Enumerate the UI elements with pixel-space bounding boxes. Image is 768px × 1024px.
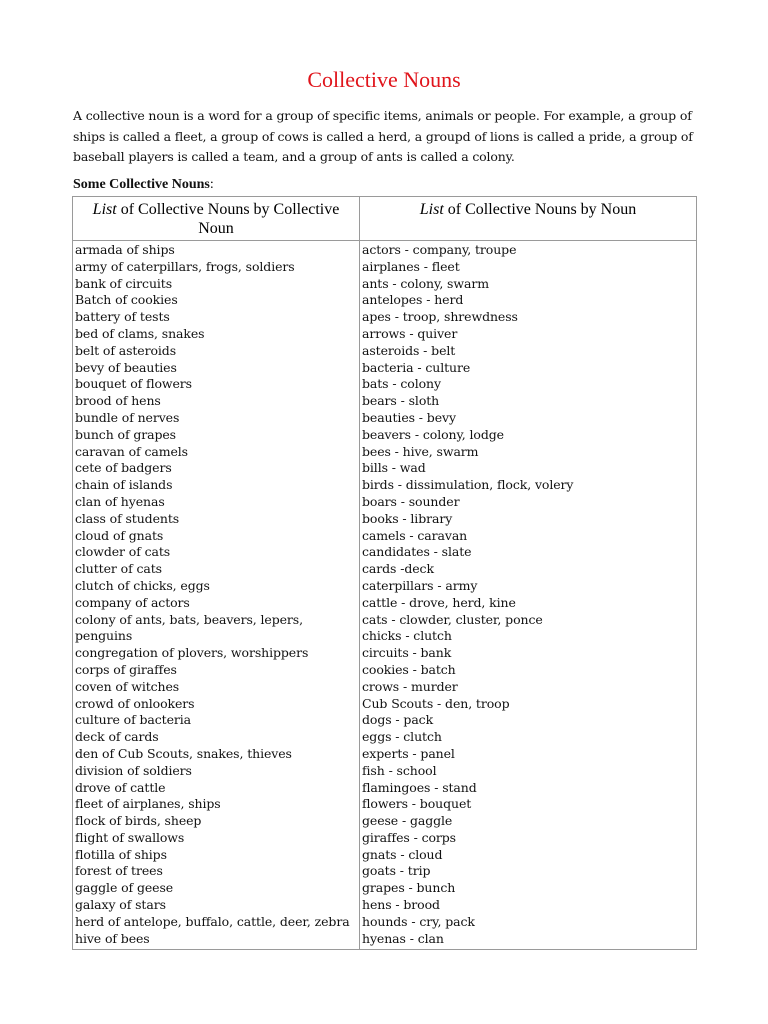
intro-paragraph: A collective noun is a word for a group of specific items, animals or people. For example, a group of ships is called a fleet, a group of cows is called a herd, a groupd of lions is called a pride, a group of baseball players is called a team, and a group of ants is called a colony. [73, 108, 693, 164]
noun-entry: ants - colony, swarm [362, 275, 489, 291]
noun-entry: camels - caravan [362, 527, 468, 543]
collective-nouns-table [72, 196, 697, 950]
collective-noun-entry: drove of cattle [75, 779, 166, 795]
collective-noun-entry: bevy of beauties [75, 359, 177, 375]
column-by-noun [360, 241, 697, 950]
header-italic: List [419, 201, 444, 218]
collective-noun-entry: clutter of cats [75, 561, 162, 577]
noun-entry: cattle - drove, herd, kine [362, 594, 516, 610]
collective-noun-entry: caravan of camels [75, 443, 188, 459]
header-by-noun [360, 197, 697, 241]
collective-noun-entry: bouquet of flowers [75, 376, 192, 392]
collective-noun-entry: army of caterpillars, frogs, soldiers [75, 258, 295, 274]
noun-entry: birds - dissimulation, flock, volery [362, 477, 574, 493]
noun-entry: dogs - pack [362, 712, 434, 728]
table-caption-colon: : [209, 177, 214, 192]
header-by-collective-noun [73, 197, 360, 241]
collective-noun-entry: gaggle of geese [75, 880, 174, 896]
noun-entry: goats - trip [362, 863, 431, 879]
collective-noun-entry: Batch of cookies [75, 292, 178, 308]
collective-noun-entry: flock of birds, sheep [75, 813, 202, 829]
table-caption-label: Some Collective Nouns [73, 177, 210, 192]
noun-entry: books - library [362, 510, 453, 526]
noun-entry: giraffes - corps [362, 829, 456, 845]
noun-entry: bears - sloth [362, 393, 440, 409]
noun-entry: airplanes - fleet [362, 258, 460, 274]
noun-entry: antelopes - herd [362, 292, 464, 308]
noun-entry: fish - school [362, 762, 437, 778]
collective-noun-entry: hive of bees [75, 930, 150, 946]
noun-entry: grapes - bunch [362, 880, 456, 896]
noun-entry: asteroids - belt [362, 342, 456, 358]
table-body-row [73, 241, 697, 950]
collective-noun-entry: flotilla of ships [75, 846, 167, 862]
header-italic: List [92, 201, 117, 218]
collective-noun-entry: crowd of onlookers [75, 695, 195, 711]
noun-entry: chicks - clutch [362, 628, 452, 644]
noun-entry: hounds - cry, pack [362, 913, 475, 929]
collective-noun-entry: culture of bacteria [75, 712, 191, 728]
table-header-row [73, 197, 697, 241]
collective-noun-entry: den of Cub Scouts, snakes, thieves [75, 745, 292, 761]
noun-entry: cards -deck [362, 561, 434, 577]
collective-noun-entry: bank of circuits [75, 275, 173, 291]
noun-entry: beauties - bevy [362, 409, 456, 425]
collective-noun-entry: fleet of airplanes, ships [75, 796, 221, 812]
collective-noun-entry: congregation of plovers, worshippers [75, 645, 309, 661]
collective-noun-entry: belt of asteroids [75, 342, 177, 358]
noun-entry: gnats - cloud [362, 846, 443, 862]
noun-entry: cats - clowder, cluster, ponce [362, 611, 543, 627]
noun-entry: bees - hive, swarm [362, 443, 479, 459]
noun-entry: bacteria - culture [362, 359, 471, 375]
table-caption [73, 175, 214, 195]
collective-noun-entry: cete of badgers [75, 460, 172, 476]
collective-noun-entry: chain of islands [75, 477, 173, 493]
collective-noun-entry: bundle of nerves [75, 409, 180, 425]
page-title: Collective Nouns [307, 67, 461, 92]
collective-noun-entry: company of actors [75, 594, 190, 610]
noun-entry: experts - panel [362, 745, 455, 761]
noun-entry: Cub Scouts - den, troop [362, 695, 510, 711]
noun-entry: circuits - bank [362, 645, 452, 661]
noun-entry: actors - company, troupe [362, 242, 517, 257]
collective-noun-entry: armada of ships [75, 242, 175, 257]
collective-noun-entry: colony of ants, bats, beavers, lepers, penguins [75, 611, 303, 644]
noun-entry: eggs - clutch [362, 729, 442, 745]
collective-noun-entry: division of soldiers [75, 762, 192, 778]
noun-entry: candidates - slate [362, 544, 472, 560]
collective-noun-entry: clowder of cats [75, 544, 171, 560]
collective-noun-entry: cloud of gnats [75, 527, 164, 543]
noun-entry: caterpillars - army [362, 577, 478, 593]
noun-entry: boars - sounder [362, 493, 460, 509]
collective-noun-entry: herd of antelope, buffalo, cattle, deer, zebra [75, 913, 350, 929]
collective-noun-entry: flight of swallows [75, 829, 185, 845]
collective-noun-entry: deck of cards [75, 729, 159, 745]
header-rest: of Collective Nouns by Collective Noun [116, 201, 340, 237]
column-by-collective-noun [73, 241, 360, 950]
collective-noun-entry: clutch of chicks, eggs [75, 577, 210, 593]
header-rest: of Collective Nouns by Noun [443, 201, 637, 218]
collective-noun-entry: corps of giraffes [75, 661, 177, 677]
noun-entry: beavers - colony, lodge [362, 426, 504, 442]
collective-noun-entry: brood of hens [75, 393, 161, 409]
collective-noun-entry: bed of clams, snakes [75, 325, 205, 341]
noun-entry: cookies - batch [362, 661, 456, 677]
collective-noun-entry: class of students [75, 510, 180, 526]
collective-noun-entry: clan of hyenas [75, 493, 165, 509]
noun-entry: apes - troop, shrewdness [362, 309, 518, 325]
collective-noun-entry: galaxy of stars [75, 897, 166, 913]
noun-entry: crows - murder [362, 678, 458, 694]
noun-entry: flamingoes - stand [362, 779, 477, 795]
collective-noun-entry: forest of trees [75, 863, 163, 879]
collective-noun-entry: bunch of grapes [75, 426, 176, 442]
noun-entry: hens - brood [362, 897, 440, 913]
noun-entry: bats - colony [362, 376, 441, 392]
collective-noun-entry: battery of tests [75, 309, 170, 325]
collective-noun-entry: coven of witches [75, 678, 180, 694]
noun-entry: geese - gaggle [362, 813, 453, 829]
noun-entry: flowers - bouquet [362, 796, 472, 812]
noun-entry: hyenas - clan [362, 930, 444, 946]
noun-entry: bills - wad [362, 460, 426, 476]
noun-entry: arrows - quiver [362, 325, 458, 341]
